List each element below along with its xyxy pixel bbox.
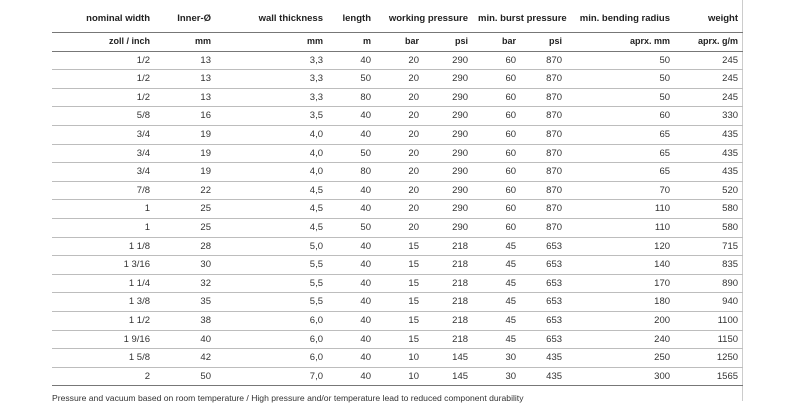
cell-working-psi: 290 — [424, 200, 473, 219]
cell-weight: 330 — [675, 107, 743, 126]
table-row — [52, 200, 743, 219]
table-row — [52, 88, 743, 107]
header-length: length — [328, 6, 376, 33]
cell-burst-psi: 653 — [521, 330, 567, 349]
cell-wall-thickness: 3,3 — [216, 70, 328, 89]
cell-inner-diameter: 30 — [155, 256, 216, 275]
cell-bending-radius: 50 — [567, 70, 675, 89]
cell-inner-diameter: 19 — [155, 144, 216, 163]
cell-burst-psi: 653 — [521, 274, 567, 293]
cell-weight: 245 — [675, 70, 743, 89]
cell-working-psi: 290 — [424, 144, 473, 163]
cell-burst-bar: 60 — [473, 88, 521, 107]
cell-working-bar: 10 — [376, 367, 424, 386]
unit-wall-thickness: mm — [216, 33, 328, 52]
cell-burst-psi: 653 — [521, 256, 567, 275]
header-min-burst-pressure: min. burst pressure — [473, 6, 567, 33]
cell-working-psi: 290 — [424, 88, 473, 107]
unit-bending-radius: aprx. mm — [567, 33, 675, 52]
cell-working-psi: 290 — [424, 218, 473, 237]
cell-bending-radius: 250 — [567, 349, 675, 368]
units-row — [52, 33, 743, 52]
cell-length: 50 — [328, 70, 376, 89]
cell-inner-diameter: 22 — [155, 181, 216, 200]
table-row — [52, 70, 743, 89]
cell-working-bar: 15 — [376, 330, 424, 349]
cell-bending-radius: 70 — [567, 181, 675, 200]
cell-burst-psi: 870 — [521, 107, 567, 126]
cell-nominal-width: 1 — [52, 200, 155, 219]
header-weight: weight — [675, 6, 743, 33]
cell-working-bar: 20 — [376, 163, 424, 182]
cell-inner-diameter: 13 — [155, 51, 216, 70]
cell-burst-bar: 60 — [473, 218, 521, 237]
cell-working-bar: 15 — [376, 274, 424, 293]
cell-working-bar: 20 — [376, 200, 424, 219]
cell-working-psi: 290 — [424, 107, 473, 126]
cell-working-psi: 218 — [424, 293, 473, 312]
cell-nominal-width: 2 — [52, 367, 155, 386]
cell-nominal-width: 1 3/16 — [52, 256, 155, 275]
header-nominal-width: nominal width — [52, 6, 155, 33]
cell-weight: 520 — [675, 181, 743, 200]
cell-burst-psi: 870 — [521, 88, 567, 107]
cell-length: 50 — [328, 218, 376, 237]
cell-working-psi: 290 — [424, 70, 473, 89]
cell-inner-diameter: 28 — [155, 237, 216, 256]
cell-length: 80 — [328, 88, 376, 107]
cell-wall-thickness: 6,0 — [216, 311, 328, 330]
cell-wall-thickness: 4,0 — [216, 125, 328, 144]
cell-bending-radius: 300 — [567, 367, 675, 386]
cell-weight: 940 — [675, 293, 743, 312]
cell-burst-psi: 870 — [521, 51, 567, 70]
table-row — [52, 311, 743, 330]
cell-working-psi: 218 — [424, 256, 473, 275]
table-row — [52, 125, 743, 144]
unit-length: m — [328, 33, 376, 52]
cell-burst-psi: 435 — [521, 367, 567, 386]
cell-weight: 245 — [675, 51, 743, 70]
cell-wall-thickness: 4,5 — [216, 181, 328, 200]
cell-nominal-width: 1 — [52, 218, 155, 237]
cell-bending-radius: 120 — [567, 237, 675, 256]
cell-nominal-width: 7/8 — [52, 181, 155, 200]
cell-weight: 580 — [675, 218, 743, 237]
cell-working-bar: 20 — [376, 181, 424, 200]
cell-length: 40 — [328, 125, 376, 144]
table-row — [52, 144, 743, 163]
cell-bending-radius: 65 — [567, 163, 675, 182]
cell-burst-psi: 870 — [521, 181, 567, 200]
cell-length: 40 — [328, 256, 376, 275]
cell-weight: 245 — [675, 88, 743, 107]
cell-weight: 580 — [675, 200, 743, 219]
cell-working-bar: 20 — [376, 144, 424, 163]
cell-working-psi: 218 — [424, 237, 473, 256]
cell-weight: 1565 — [675, 367, 743, 386]
cell-working-psi: 290 — [424, 125, 473, 144]
header-row — [52, 6, 743, 33]
unit-weight: aprx. g/m — [675, 33, 743, 52]
cell-nominal-width: 1 1/2 — [52, 311, 155, 330]
cell-working-psi: 218 — [424, 311, 473, 330]
cell-working-psi: 218 — [424, 274, 473, 293]
table-row — [52, 181, 743, 200]
table-row — [52, 293, 743, 312]
cell-wall-thickness: 5,0 — [216, 237, 328, 256]
cell-burst-bar: 30 — [473, 349, 521, 368]
cell-inner-diameter: 50 — [155, 367, 216, 386]
cell-working-psi: 145 — [424, 367, 473, 386]
cell-length: 40 — [328, 107, 376, 126]
cell-bending-radius: 180 — [567, 293, 675, 312]
cell-burst-psi: 653 — [521, 293, 567, 312]
cell-bending-radius: 60 — [567, 107, 675, 126]
cell-wall-thickness: 4,5 — [216, 200, 328, 219]
cell-working-bar: 20 — [376, 51, 424, 70]
unit-working-bar: bar — [376, 33, 424, 52]
cell-wall-thickness: 6,0 — [216, 349, 328, 368]
cell-burst-bar: 45 — [473, 256, 521, 275]
cell-burst-psi: 870 — [521, 218, 567, 237]
cell-burst-bar: 60 — [473, 181, 521, 200]
cell-nominal-width: 1 9/16 — [52, 330, 155, 349]
cell-wall-thickness: 4,5 — [216, 218, 328, 237]
cell-weight: 835 — [675, 256, 743, 275]
cell-working-bar: 20 — [376, 218, 424, 237]
cell-bending-radius: 170 — [567, 274, 675, 293]
cell-working-psi: 290 — [424, 163, 473, 182]
cell-wall-thickness: 5,5 — [216, 256, 328, 275]
table-row — [52, 107, 743, 126]
cell-length: 40 — [328, 51, 376, 70]
cell-length: 50 — [328, 144, 376, 163]
cell-nominal-width: 1 5/8 — [52, 349, 155, 368]
cell-length: 40 — [328, 293, 376, 312]
cell-nominal-width: 1 1/4 — [52, 274, 155, 293]
cell-inner-diameter: 13 — [155, 88, 216, 107]
cell-nominal-width: 1 3/8 — [52, 293, 155, 312]
header-wall-thickness: wall thickness — [216, 6, 328, 33]
cell-burst-psi: 653 — [521, 311, 567, 330]
cell-inner-diameter: 19 — [155, 125, 216, 144]
unit-nominal-width: zoll / inch — [52, 33, 155, 52]
cell-wall-thickness: 3,3 — [216, 51, 328, 70]
cell-wall-thickness: 6,0 — [216, 330, 328, 349]
cell-weight: 715 — [675, 237, 743, 256]
cell-bending-radius: 50 — [567, 51, 675, 70]
cell-burst-bar: 45 — [473, 311, 521, 330]
cell-weight: 1100 — [675, 311, 743, 330]
cell-nominal-width: 3/4 — [52, 125, 155, 144]
cell-inner-diameter: 19 — [155, 163, 216, 182]
cell-burst-bar: 60 — [473, 51, 521, 70]
cell-bending-radius: 110 — [567, 218, 675, 237]
cell-working-bar: 15 — [376, 311, 424, 330]
header-inner-diameter: Inner-Ø — [155, 6, 216, 33]
cell-length: 40 — [328, 237, 376, 256]
cell-wall-thickness: 4,0 — [216, 144, 328, 163]
cell-bending-radius: 50 — [567, 88, 675, 107]
table-row — [52, 163, 743, 182]
cell-burst-psi: 870 — [521, 70, 567, 89]
cell-working-bar: 20 — [376, 107, 424, 126]
spec-sheet — [52, 6, 743, 403]
cell-inner-diameter: 35 — [155, 293, 216, 312]
cell-nominal-width: 1/2 — [52, 88, 155, 107]
cell-working-bar: 20 — [376, 88, 424, 107]
cell-working-bar: 15 — [376, 256, 424, 275]
table-row — [52, 218, 743, 237]
cell-inner-diameter: 16 — [155, 107, 216, 126]
cell-burst-psi: 653 — [521, 237, 567, 256]
table-row — [52, 51, 743, 70]
cell-burst-bar: 60 — [473, 163, 521, 182]
table-row — [52, 367, 743, 386]
cell-bending-radius: 200 — [567, 311, 675, 330]
cell-burst-psi: 870 — [521, 125, 567, 144]
cell-working-bar: 10 — [376, 349, 424, 368]
hose-spec-table — [52, 6, 743, 386]
cell-length: 80 — [328, 163, 376, 182]
cell-working-psi: 145 — [424, 349, 473, 368]
cell-burst-bar: 45 — [473, 237, 521, 256]
footnote: Pressure and vacuum based on room temperature / High pressure and/or temperature lead to reduced component durability — [52, 393, 524, 403]
cell-weight: 1150 — [675, 330, 743, 349]
cell-bending-radius: 240 — [567, 330, 675, 349]
cell-nominal-width: 5/8 — [52, 107, 155, 126]
cell-bending-radius: 140 — [567, 256, 675, 275]
cell-weight: 435 — [675, 125, 743, 144]
cell-burst-psi: 870 — [521, 200, 567, 219]
cell-burst-bar: 45 — [473, 330, 521, 349]
cell-wall-thickness: 5,5 — [216, 293, 328, 312]
cell-weight: 1250 — [675, 349, 743, 368]
cell-burst-bar: 45 — [473, 293, 521, 312]
cell-working-psi: 290 — [424, 181, 473, 200]
cell-nominal-width: 1 1/8 — [52, 237, 155, 256]
cell-inner-diameter: 38 — [155, 311, 216, 330]
cell-burst-psi: 870 — [521, 144, 567, 163]
cell-burst-psi: 870 — [521, 163, 567, 182]
cell-wall-thickness: 3,5 — [216, 107, 328, 126]
table-row — [52, 274, 743, 293]
cell-inner-diameter: 40 — [155, 330, 216, 349]
header-working-pressure: working pressure — [376, 6, 473, 33]
cell-burst-psi: 435 — [521, 349, 567, 368]
cell-burst-bar: 45 — [473, 274, 521, 293]
cell-wall-thickness: 5,5 — [216, 274, 328, 293]
cell-burst-bar: 60 — [473, 125, 521, 144]
cell-working-psi: 290 — [424, 51, 473, 70]
table-row — [52, 237, 743, 256]
cell-inner-diameter: 32 — [155, 274, 216, 293]
cell-length: 40 — [328, 200, 376, 219]
cell-working-bar: 20 — [376, 125, 424, 144]
cell-burst-bar: 60 — [473, 70, 521, 89]
cell-nominal-width: 1/2 — [52, 51, 155, 70]
cell-length: 40 — [328, 311, 376, 330]
cell-working-bar: 20 — [376, 70, 424, 89]
cell-working-psi: 218 — [424, 330, 473, 349]
cell-weight: 435 — [675, 163, 743, 182]
header-min-bending-radius: min. bending radius — [567, 6, 675, 33]
cell-inner-diameter: 42 — [155, 349, 216, 368]
unit-burst-psi: psi — [521, 33, 567, 52]
unit-working-psi: psi — [424, 33, 473, 52]
cell-length: 40 — [328, 274, 376, 293]
cell-weight: 435 — [675, 144, 743, 163]
cell-bending-radius: 65 — [567, 125, 675, 144]
table-row — [52, 256, 743, 275]
cell-inner-diameter: 25 — [155, 218, 216, 237]
cell-burst-bar: 60 — [473, 107, 521, 126]
cell-wall-thickness: 3,3 — [216, 88, 328, 107]
cell-length: 40 — [328, 367, 376, 386]
cell-bending-radius: 65 — [567, 144, 675, 163]
cell-length: 40 — [328, 349, 376, 368]
cell-burst-bar: 60 — [473, 200, 521, 219]
unit-inner-diameter: mm — [155, 33, 216, 52]
cell-bending-radius: 110 — [567, 200, 675, 219]
cell-nominal-width: 1/2 — [52, 70, 155, 89]
cell-wall-thickness: 7,0 — [216, 367, 328, 386]
cell-weight: 890 — [675, 274, 743, 293]
cell-wall-thickness: 4,0 — [216, 163, 328, 182]
cell-burst-bar: 30 — [473, 367, 521, 386]
cell-working-bar: 15 — [376, 237, 424, 256]
unit-burst-bar: bar — [473, 33, 521, 52]
cell-inner-diameter: 25 — [155, 200, 216, 219]
cell-working-bar: 15 — [376, 293, 424, 312]
cell-length: 40 — [328, 330, 376, 349]
cell-nominal-width: 3/4 — [52, 144, 155, 163]
cell-burst-bar: 60 — [473, 144, 521, 163]
table-row — [52, 330, 743, 349]
cell-nominal-width: 3/4 — [52, 163, 155, 182]
table-body — [52, 51, 743, 386]
table-row — [52, 349, 743, 368]
cell-length: 40 — [328, 181, 376, 200]
cell-inner-diameter: 13 — [155, 70, 216, 89]
